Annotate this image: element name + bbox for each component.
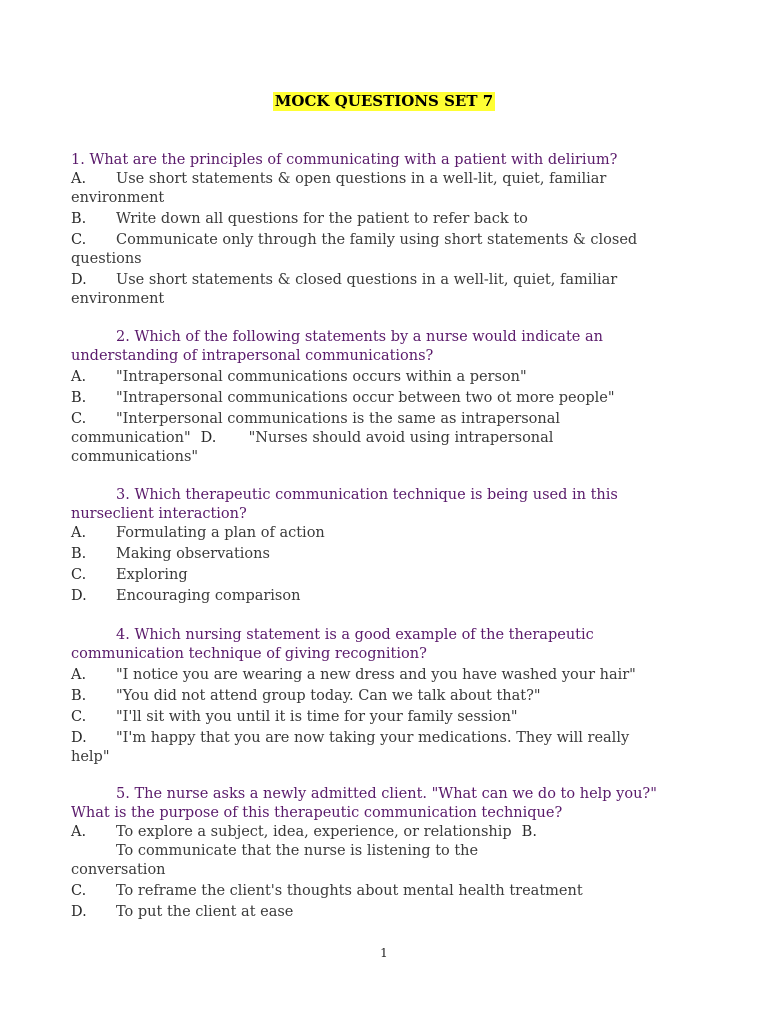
question-5-option-a: A. To explore a subject, idea, experience, or relationship B. [71, 824, 537, 840]
question-2 [71, 328, 671, 467]
question-2-text: 2. Which of the following statements by a nurse would indicate an understanding of intrapersonal communications? [71, 329, 603, 364]
question-3-text: 3. Which therapeutic communication technique is being used in this nurseclient interaction? [71, 487, 618, 522]
question-1-text: 1. What are the principles of communicating with a patient with delirium? [71, 152, 618, 168]
question-2-option-a: A. "Intrapersonal communications occurs within a person" [71, 369, 527, 385]
question-1-option-b: B. Write down all questions for the patient to refer back to [71, 211, 528, 227]
question-2-option-d: communication" D. "Nurses should avoid using intrapersonal communications" [71, 430, 554, 465]
question-5 [71, 785, 671, 922]
page-number: 1 [380, 946, 388, 960]
question-4-option-a: A. "I notice you are wearing a new dress and you have washed your hair" [71, 667, 636, 683]
question-4-option-b: B. "You did not attend group today. Can we talk about that?" [71, 688, 541, 704]
question-3-option-c: C. Exploring [71, 567, 188, 583]
question-2-option-c: C. "Interpersonal communications is the same as intrapersonal [71, 411, 561, 427]
question-3-option-d: D. Encouraging comparison [71, 588, 301, 604]
question-2-option-b: B. "Intrapersonal communications occur between two ot more people" [71, 390, 615, 406]
question-5-text: 5. The nurse asks a newly admitted client. "What can we do to help you?" What is the purpose of this therapeutic communication technique? [71, 786, 657, 821]
question-1 [71, 151, 671, 309]
question-5-option-c: C. To reframe the client's thoughts about mental health treatment [71, 883, 583, 899]
question-4 [71, 626, 671, 767]
question-4-option-d: D. "I'm happy that you are now taking your medications. They will really help" [71, 730, 630, 765]
question-3-option-a: A. Formulating a plan of action [71, 525, 325, 541]
question-5-option-d: D. To put the client at ease [71, 904, 294, 920]
question-4-text: 4. Which nursing statement is a good example of the therapeutic communication technique of giving recognition? [71, 627, 594, 662]
question-1-option-a: A. Use short statements & open questions in a well-lit, quiet, familiar environment [71, 171, 607, 206]
question-1-option-c: C. Communicate only through the family using short statements & closed questions [71, 232, 638, 267]
document-title: MOCK QUESTIONS SET 7 [274, 92, 494, 110]
question-3 [71, 486, 671, 606]
question-5-option-b: To communicate that the nurse is listening to the conversation [71, 843, 479, 878]
title-wrap [0, 92, 768, 112]
question-3-option-b: B. Making observations [71, 546, 270, 562]
question-4-option-c: C. "I'll sit with you until it is time for your family session" [71, 709, 518, 725]
question-1-option-d: D. Use short statements & closed questions in a well-lit, quiet, familiar environment [71, 272, 618, 307]
